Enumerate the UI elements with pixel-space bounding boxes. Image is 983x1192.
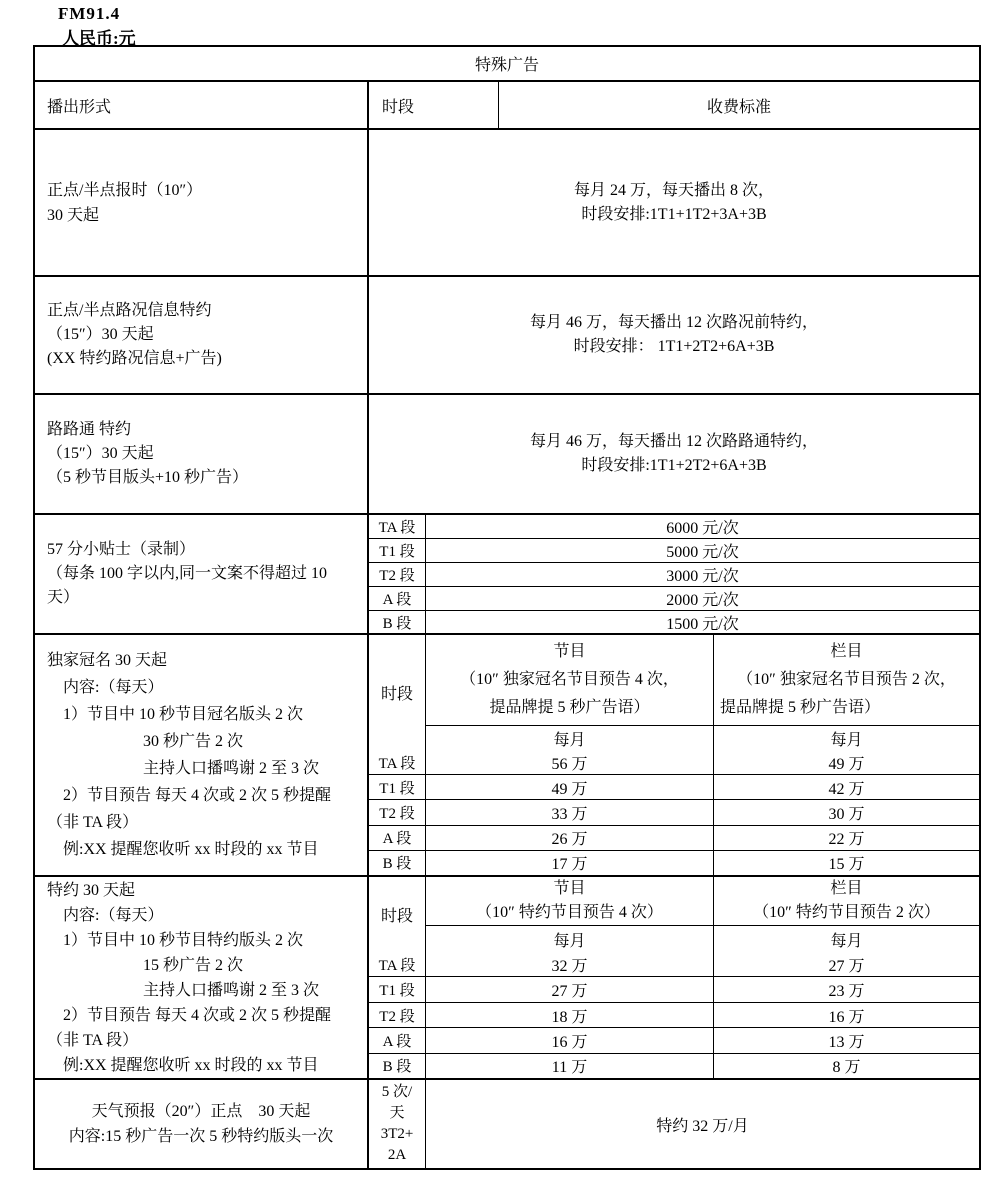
slot-header: 时段	[369, 635, 426, 750]
text-line: 天）	[47, 589, 80, 606]
header-fee-standard: 收费标准	[706, 98, 771, 116]
column-price: 8 万	[832, 1059, 861, 1077]
text-line: 提品牌提 5 秒广告语）	[720, 699, 881, 716]
fee-traffic-info-sponsor	[369, 277, 979, 393]
text-line: （15″）30 天起	[47, 445, 154, 462]
program-price: 27 万	[426, 977, 714, 1001]
table-row	[369, 750, 979, 774]
form-time-announcement	[35, 130, 369, 275]
text-line: 内容:（每天）	[47, 906, 164, 924]
text-line: （非 TA 段）	[47, 814, 139, 831]
fee-time-announcement	[369, 130, 979, 275]
naming-header-block	[369, 635, 979, 750]
text-line: 内容:15 秒广告一次 5 秒特约版头一次	[68, 1128, 334, 1145]
program-price: 56 万	[426, 750, 714, 774]
table-row	[369, 774, 979, 799]
form-lulutong-sponsor	[35, 395, 369, 513]
table-row	[369, 850, 979, 875]
text-line: 栏目	[830, 643, 863, 660]
column-period: 每月	[830, 932, 863, 950]
program-price: 32 万	[426, 952, 714, 976]
row-traffic-info-sponsor	[35, 275, 979, 393]
text-line: 2）节目预告 每天 4 次或 2 次 5 秒提醒	[47, 1006, 332, 1024]
text-line: 每月 46 万，每天播出 12 次路况前特约，	[529, 314, 818, 331]
slot-label: TA 段	[369, 952, 426, 976]
table-row	[369, 586, 979, 610]
table-row	[369, 1002, 979, 1027]
period-row	[426, 925, 979, 952]
text-line: 2）节目预告 每天 4 次或 2 次 5 秒提醒	[47, 787, 332, 804]
text-line: 节目	[553, 643, 586, 660]
program-price: 17 万	[426, 851, 714, 875]
slot-header: 时段	[369, 877, 426, 952]
text-line: 30 天起	[47, 206, 100, 224]
text-line: 节目	[553, 880, 586, 897]
sponsor-header-block	[369, 877, 979, 952]
text-line: 提品牌提 5 秒广告语）	[489, 699, 650, 716]
program-price: 16 万	[426, 1028, 714, 1052]
text-line: 内容:（每天）	[47, 679, 164, 696]
table-header-row	[35, 80, 979, 128]
slot-label: T2 段	[369, 800, 426, 824]
table-row	[369, 515, 979, 538]
slot-label: B 段	[369, 611, 426, 634]
slot-fee: 3000 元/次	[666, 568, 739, 585]
table-row	[369, 799, 979, 824]
sponsor-fee-block	[369, 877, 979, 1078]
text-line: 时段安排:1T1+1T2+3A+3B	[581, 205, 767, 223]
row-special-sponsor	[35, 875, 979, 1078]
slot-label: B 段	[369, 851, 426, 875]
text-line: 57 分小贴士（录制）	[47, 541, 196, 558]
column-price: 49 万	[828, 755, 865, 773]
period-row	[426, 725, 979, 750]
text-line: 天气预报（20″）正点 30 天起	[91, 1103, 311, 1120]
column-price: 13 万	[828, 1033, 865, 1051]
text-line: （10″ 独家冠名节目预告 4 次，	[460, 671, 679, 688]
fee-weather-forecast: 特约 32 万/月	[656, 1117, 749, 1135]
text-line: （每条 100 字以内,同一文案不得超过 10	[47, 565, 328, 582]
row-weather-forecast	[35, 1078, 979, 1168]
table-row	[369, 1053, 979, 1078]
text-line: 独家冠名 30 天起	[47, 652, 168, 669]
text-line: 栏目	[830, 880, 863, 897]
column-descriptions	[426, 635, 979, 725]
tips-slot-rows	[369, 515, 979, 633]
program-period: 每月	[426, 926, 714, 952]
text-line: （5 秒节目版头+10 秒广告）	[47, 469, 249, 486]
weather-slot-cell	[369, 1080, 426, 1168]
column-price: 23 万	[828, 983, 865, 1001]
text-line: 30 秒广告 2 次	[47, 733, 244, 750]
column-price: 27 万	[828, 957, 865, 975]
program-price: 33 万	[426, 800, 714, 824]
table-row	[369, 952, 979, 976]
form-weather-forecast	[35, 1080, 369, 1168]
text-line: 1）节目中 10 秒节目特约版头 2 次	[47, 931, 304, 949]
text-line: 正点/半点路况信息特约	[47, 302, 212, 319]
program-price: 26 万	[426, 826, 714, 850]
column-desc-cell	[714, 877, 979, 925]
text-line: （10″ 特约节目预告 2 次）	[753, 904, 940, 921]
slot-label: A 段	[369, 826, 426, 850]
table-row	[369, 976, 979, 1001]
form-special-sponsor	[35, 877, 369, 1078]
table-row	[369, 538, 979, 562]
text-line: 时段安排： 1T1+2T2+6A+3B	[573, 338, 775, 355]
column-price: 15 万	[828, 856, 865, 874]
table-row	[369, 1027, 979, 1052]
program-price: 11 万	[426, 1054, 714, 1078]
table-row	[369, 562, 979, 586]
column-descriptions	[426, 877, 979, 925]
header-broadcast-form: 播出形式	[35, 82, 369, 128]
naming-fee-block	[369, 635, 979, 875]
text-line: （10″ 特约节目预告 4 次）	[476, 904, 663, 921]
text-line: 路路通 特约	[47, 421, 132, 438]
slot-label: TA 段	[369, 515, 426, 538]
station-label: FM91.4	[58, 4, 121, 23]
slot-label: T2 段	[369, 1003, 426, 1027]
currency-note: 人民币:元	[62, 29, 136, 48]
program-price: 49 万	[426, 775, 714, 799]
form-exclusive-naming	[35, 635, 369, 875]
row-lulutong-sponsor	[35, 393, 979, 513]
text-line: (XX 特约路况信息+广告)	[47, 350, 222, 367]
program-period: 每月	[426, 726, 714, 750]
form-traffic-info-sponsor	[35, 277, 369, 393]
slot-label: T1 段	[369, 539, 426, 562]
column-price: 16 万	[828, 1008, 865, 1026]
text-line: 正点/半点报时（10″）	[47, 181, 203, 199]
text-line: 主持人口播鸣谢 2 至 3 次	[47, 981, 320, 999]
slot-fee: 6000 元/次	[666, 520, 739, 537]
text-line: 天	[389, 1105, 405, 1121]
text-line: 5 次/	[381, 1084, 413, 1100]
row-time-announcement	[35, 128, 979, 275]
column-price: 22 万	[828, 831, 865, 849]
column-desc-cell	[714, 635, 979, 725]
program-price: 18 万	[426, 1003, 714, 1027]
text-line: 每月 46 万，每天播出 12 次路路通特约，	[529, 433, 818, 450]
text-line: （非 TA 段）	[47, 1031, 139, 1049]
program-desc-cell	[426, 877, 714, 925]
row-57min-tips	[35, 513, 979, 633]
text-line: 3T2+	[380, 1126, 414, 1142]
program-column-headers	[426, 877, 979, 952]
slot-label: TA 段	[369, 750, 426, 774]
text-line: （10″ 独家冠名节目预告 2 次，	[737, 671, 956, 688]
slot-label: B 段	[369, 1054, 426, 1078]
text-line: 时段安排:1T1+2T2+6A+3B	[581, 457, 767, 474]
text-line: 例:XX 提醒您收听 xx 时段的 xx 节目	[47, 841, 319, 858]
slot-label: T2 段	[369, 563, 426, 586]
table-row	[369, 610, 979, 634]
special-ads-rate-table	[33, 45, 981, 1170]
slot-fee: 5000 元/次	[666, 544, 739, 561]
header-time-slot: 时段	[369, 82, 499, 128]
program-column-headers	[426, 635, 979, 750]
table-title: 特殊广告	[474, 57, 539, 74]
text-line: 15 秒广告 2 次	[47, 956, 244, 974]
slot-label: A 段	[369, 1028, 426, 1052]
form-57min-tips	[35, 515, 369, 633]
text-line: 例:XX 提醒您收听 xx 时段的 xx 节目	[47, 1056, 319, 1074]
row-exclusive-naming	[35, 633, 979, 875]
fee-lulutong-sponsor	[369, 395, 979, 513]
text-line: （15″）30 天起	[47, 326, 154, 343]
slot-label: T1 段	[369, 775, 426, 799]
column-period: 每月	[830, 731, 863, 749]
slot-fee: 2000 元/次	[666, 592, 739, 609]
slot-label: T1 段	[369, 977, 426, 1001]
table-row	[369, 825, 979, 850]
text-line: 每月 24 万，每天播出 8 次，	[573, 181, 774, 199]
column-price: 42 万	[828, 780, 865, 798]
text-line: 主持人口播鸣谢 2 至 3 次	[47, 760, 320, 777]
text-line: 1）节目中 10 秒节目冠名版头 2 次	[47, 706, 304, 723]
slot-label: A 段	[369, 587, 426, 610]
slot-fee: 1500 元/次	[666, 616, 739, 633]
program-desc-cell	[426, 635, 714, 725]
column-price: 30 万	[828, 806, 865, 823]
text-line: 2A	[387, 1147, 407, 1163]
text-line: 特约 30 天起	[47, 881, 136, 899]
